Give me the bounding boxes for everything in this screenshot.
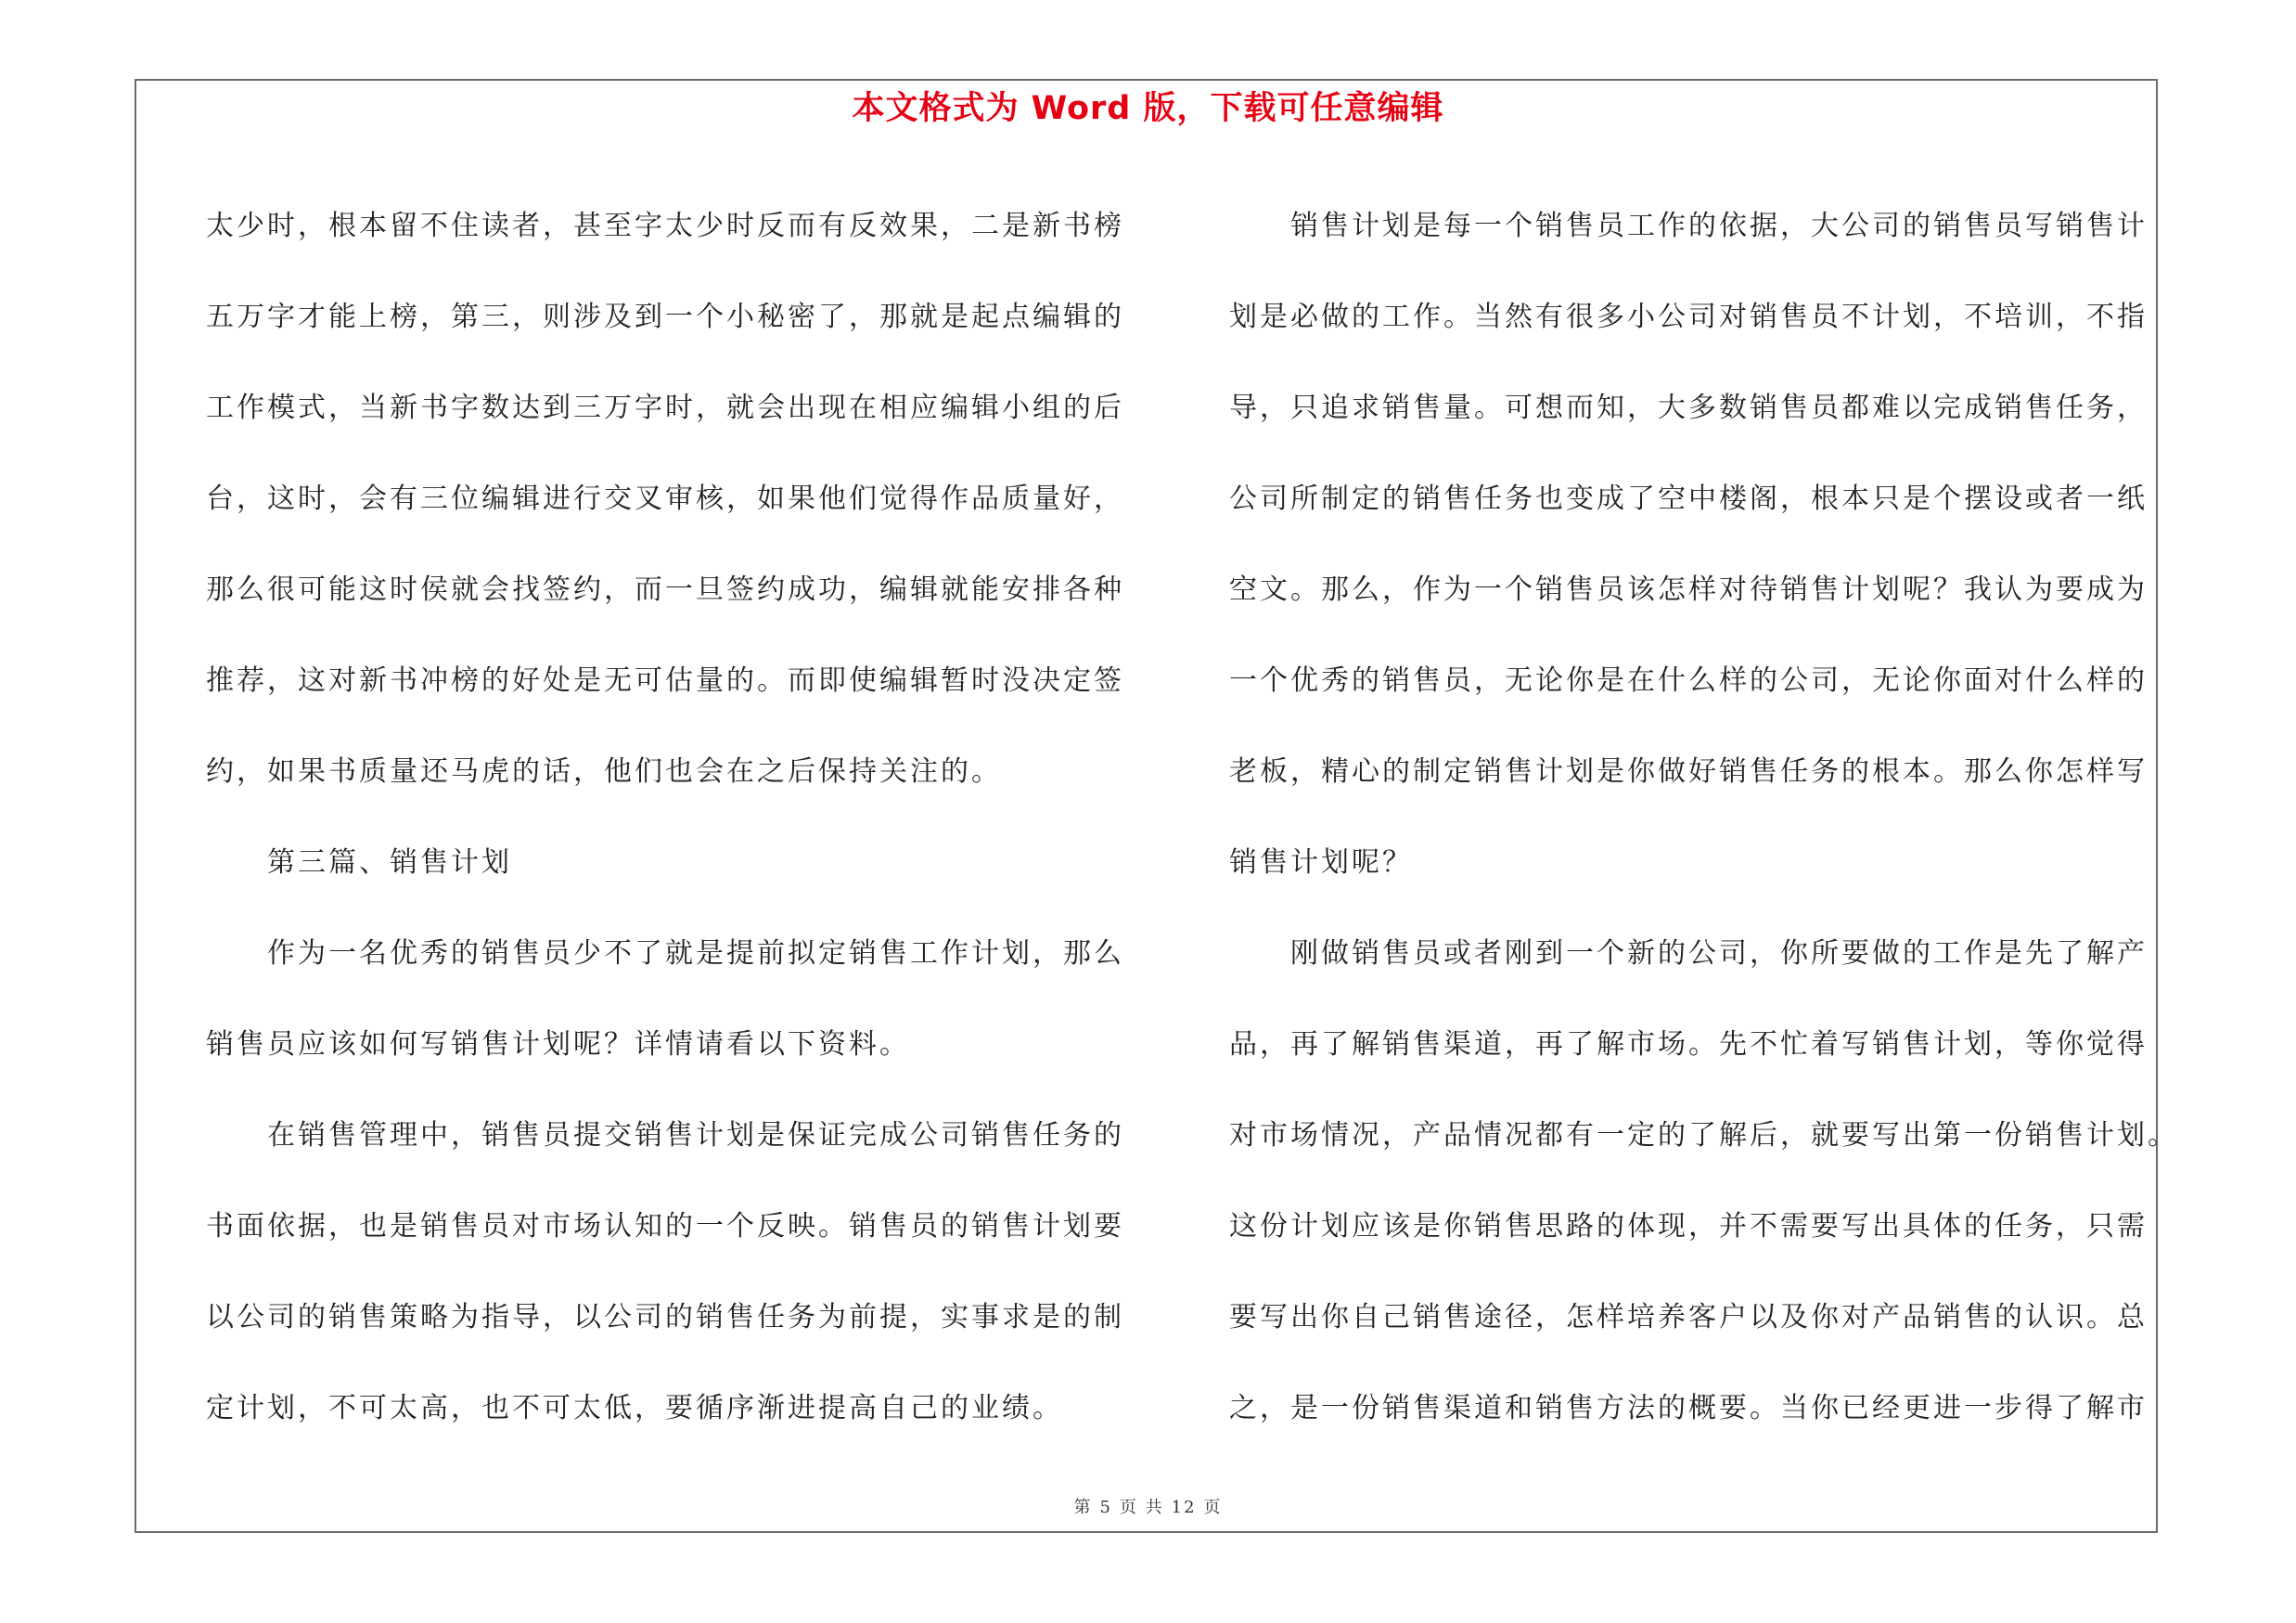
section-heading: 第三篇、销售计划: [267, 846, 512, 879]
text-line: 台，这时，会有三位编辑进行交叉审核，如果他们觉得作品质量好，: [206, 483, 1124, 515]
text-line: 五万字才能上榜，第三，则涉及到一个小秘密了，那就是起点编辑的: [206, 301, 1124, 333]
text-line: 之，是一份销售渠道和销售方法的概要。当你已经更进一步得了解市: [1229, 1392, 2148, 1424]
text-line: 书面依据，也是销售员对市场认知的一个反映。销售员的销售计划要: [206, 1210, 1124, 1243]
text-line: 空文。那么，作为一个销售员该怎样对待销售计划呢？我认为要成为: [1229, 573, 2148, 606]
text-line: 品，再了解销售渠道，再了解市场。先不忙着写销售计划，等你觉得: [1229, 1028, 2148, 1061]
text-line: 以公司的销售策略为指导，以公司的销售任务为前提，实事求是的制: [206, 1301, 1124, 1333]
footer-prefix: 第: [1073, 1498, 1093, 1517]
text-line: 销售员应该如何写销售计划呢？详情请看以下资料。: [206, 1028, 910, 1061]
text-line: 这份计划应该是你销售思路的体现，并不需要写出具体的任务，只需: [1229, 1210, 2148, 1243]
text-line: 对市场情况，产品情况都有一定的了解后，就要写出第一份销售计划。: [1229, 1119, 2178, 1152]
text-line: 公司所制定的销售任务也变成了空中楼阁，根本只是个摆设或者一纸: [1229, 483, 2148, 515]
text-line: 刚做销售员或者刚到一个新的公司，你所要做的工作是先了解产: [1290, 937, 2148, 970]
text-line: 定计划，不可太高，也不可太低，要循序渐进提高自己的业绩。: [206, 1392, 1063, 1424]
text-line: 工作模式，当新书字数达到三万字时，就会出现在相应编辑小组的后: [206, 392, 1124, 424]
text-line: 约，如果书质量还马虎的话，他们也会在之后保持关注的。: [206, 755, 1002, 788]
left-column: [206, 181, 1134, 1454]
text-line: 一个优秀的销售员，无论你是在什么样的公司，无论你面对什么样的: [1229, 664, 2148, 697]
total-page-count: 12: [1171, 1498, 1197, 1517]
text-line: 太少时，根本留不住读者，甚至字太少时反而有反效果，二是新书榜: [206, 210, 1124, 242]
footer-suffix: 页: [1203, 1498, 1223, 1517]
text-line: 销售计划呢？: [1229, 846, 1413, 879]
page-number-footer: [0, 1494, 2296, 1518]
text-line: 那么很可能这时侯就会找签约，而一旦签约成功，编辑就能安排各种: [206, 573, 1124, 606]
header-banner: 本文格式为 Word 版，下载可任意编辑: [852, 90, 1444, 127]
text-line: 销售计划是每一个销售员工作的依据，大公司的销售员写销售计: [1290, 210, 2148, 242]
text-line: 要写出你自己销售途径，怎样培养客户以及你对产品销售的认识。总: [1229, 1301, 2148, 1333]
text-line: 导，只追求销售量。可想而知，大多数销售员都难以完成销售任务，: [1229, 392, 2148, 424]
text-line: 老板，精心的制定销售计划是你做好销售任务的根本。那么你怎样写: [1229, 755, 2148, 788]
current-page-number: 5: [1099, 1498, 1112, 1517]
footer-middle: 页 共: [1119, 1498, 1164, 1517]
text-line: 在销售管理中，销售员提交销售计划是保证完成公司销售任务的: [267, 1119, 1124, 1152]
text-line: 作为一名优秀的销售员少不了就是提前拟定销售工作计划，那么: [267, 937, 1124, 970]
text-line: 推荐，这对新书冲榜的好处是无可估量的。而即使编辑暂时没决定签: [206, 664, 1124, 697]
text-line: 划是必做的工作。当然有很多小公司对销售员不计划，不培训，不指: [1229, 301, 2148, 333]
right-column: [1229, 181, 2178, 1454]
